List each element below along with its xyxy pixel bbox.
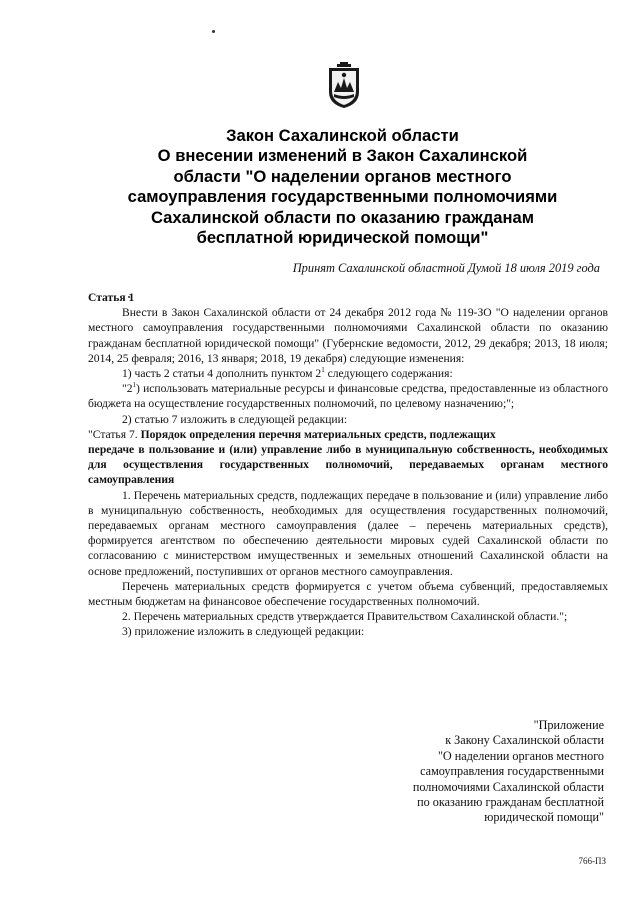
paragraph-2: 2. Перечень материальных средств утверждается Правительством Сахалинской области."; <box>122 610 568 624</box>
document-code: 766-ПЗ <box>578 856 606 866</box>
scan-speck <box>212 30 215 33</box>
appendix-line: самоуправления государственными <box>420 764 604 779</box>
title-line: самоуправления государственными полномочиями <box>127 187 558 207</box>
appendix-line: "Приложение <box>533 718 604 732</box>
article-7-heading-cont: передаче в пользование и (или) управление либо в муниципальную собственность, необходимых для осуществления государственных полномочий, передаваемых органам местного самоуправления <box>88 443 608 487</box>
appendix-line: к Закону Сахалинской области <box>445 733 604 748</box>
adoption-note: Принят Сахалинской областной Думой 18 июля 2019 года <box>292 261 600 275</box>
appendix-line: полномочиями Сахалинской области <box>412 779 604 794</box>
item-1: 1) часть 2 статьи 4 дополнить пунктом $2^1$ следующего содержания: <box>122 366 453 381</box>
article-heading: Статья 1 <box>88 291 135 304</box>
appendix-line: по оказанию гражданам бесплатной <box>417 795 604 810</box>
appendix-header <box>413 718 604 826</box>
title-line: О внесении изменений в Закон Сахалинской <box>157 146 528 166</box>
article-intro: Внести в Закон Сахалинской области от 24 декабря 2012 года № 119-ЗО "О наделении органов местного самоуправления государственными полномочиями Сахалинской области по оказанию гражданам бесплатной юридической помощи" (Губернские ведомости, 2012, 29 декабря; 2013, 18 июля; 2014, 25 февраля; 2016, 13 января; 2018, 19 декабря) следующие изменения: <box>88 306 608 365</box>
article-body <box>88 290 608 640</box>
title-line: Сахалинской области по оказанию гражданам <box>150 207 535 227</box>
paragraph-1b: Перечень материальных средств формируется с учетом объема субвенций, предоставляемых местным бюджетам на финансовое обеспечение государственных полномочий. <box>88 579 608 609</box>
title-line: области "О наделении органов местного <box>173 166 512 186</box>
law-title <box>90 126 595 248</box>
item-2: 2) статью 7 изложить в следующей редакции: <box>122 412 348 426</box>
title-line: бесплатной юридической помощи" <box>196 228 489 248</box>
item-1-quote: "$2^1$) использовать материальные ресурсы и финансовые средства, предоставленные из областного бюджета на осуществление государственных полномочий, по целевому назначению;"; <box>88 381 608 411</box>
paragraph-1: 1. Перечень материальных средств, подлежащих передаче в пользование и (или) управление либо в муниципальную собственность, необходимых для осуществления государственных полномочий, передаваемых органам местного самоуправления (далее – перечень материальных средств), формируется агентством по обеспечению деятельности мировых судей Сахалинской области по согласованию с министерством имущественных и земельных отношений Сахалинской области на основе предложений, поступивших от органов местного самоуправления. <box>88 488 608 578</box>
article-7-heading: "Статья 7. Порядок определения перечня материальных средств, подлежащих <box>88 427 496 441</box>
item-3: 3) приложение изложить в следующей редакции: <box>122 625 365 639</box>
appendix-line: юридической помощи" <box>484 810 604 825</box>
coat-of-arms-icon <box>326 62 362 110</box>
appendix-line: "О наделении органов местного <box>437 748 604 763</box>
title-line: Закон Сахалинской области <box>226 126 459 145</box>
